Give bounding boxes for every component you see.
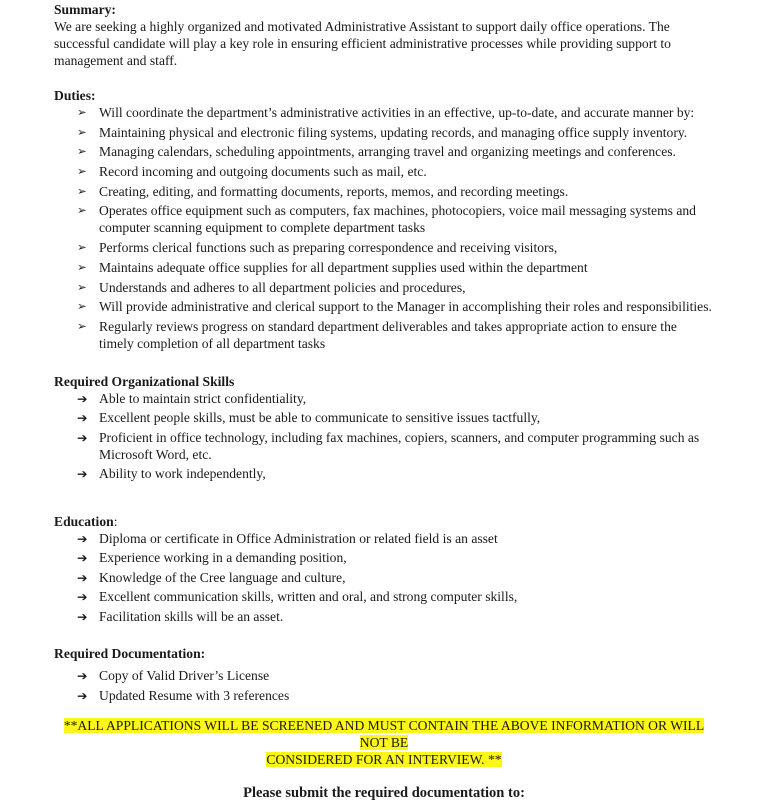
right-arrow-bullet-icon: ➔ bbox=[77, 466, 88, 482]
notice-line-2: CONSIDERED FOR AN INTERVIEW. ** bbox=[266, 751, 502, 767]
documentation-heading: Required Documentation: bbox=[54, 646, 206, 662]
list-item: ➔ Diploma or certificate in Office Administration or related field is an asset bbox=[77, 530, 498, 546]
arrowhead-bullet-icon: ➢ bbox=[77, 299, 87, 314]
notice-line-1: **ALL APPLICATIONS WILL BE SCREENED AND MUST CONTAIN THE ABOVE INFORMATION OR WILL NOT BE bbox=[63, 717, 705, 750]
list-item: ➔ Experience working in a demanding position, bbox=[77, 550, 347, 566]
arrowhead-bullet-icon: ➢ bbox=[77, 144, 87, 159]
list-item: ➢ Maintains adequate office supplies for all department supplies used within the department bbox=[77, 259, 588, 275]
list-item: ➔ Knowledge of the Cree language and culture, bbox=[77, 569, 346, 585]
arrowhead-bullet-icon: ➢ bbox=[77, 203, 87, 218]
summary-section bbox=[54, 1, 714, 69]
skills-section bbox=[54, 373, 714, 483]
list-item: ➢ Record incoming and outgoing documents such as mail, etc. bbox=[77, 164, 427, 180]
right-arrow-bullet-icon: ➔ bbox=[77, 608, 88, 624]
right-arrow-bullet-icon: ➔ bbox=[77, 569, 88, 585]
list-item: ➔ Able to maintain strict confidentiality, bbox=[77, 390, 307, 406]
list-item: ➢ Performs clerical functions such as preparing correspondence and receiving visitors, bbox=[77, 240, 558, 256]
arrowhead-bullet-icon: ➢ bbox=[77, 183, 87, 198]
right-arrow-bullet-icon: ➔ bbox=[77, 530, 88, 546]
education-list bbox=[54, 530, 714, 625]
submit-instructions: Please submit the required documentation to: bbox=[243, 784, 525, 801]
arrowhead-bullet-icon: ➢ bbox=[77, 105, 87, 119]
right-arrow-bullet-icon: ➔ bbox=[77, 687, 88, 703]
list-item: ➢ Will provide administrative and clerical support to the Manager in accomplishing their roles and responsibilities. bbox=[77, 299, 712, 315]
list-item: ➔ Proficient in office technology, including fax machines, copiers, scanners, and computer programming such as Microsoft Word, etc. bbox=[77, 429, 700, 462]
list-item: ➢ Operates office equipment such as computers, fax machines, photocopiers, voice mail messaging systems and computer scanning equipment to complete department tasks bbox=[77, 203, 696, 236]
duties-heading: Duties: bbox=[54, 88, 96, 103]
right-arrow-bullet-icon: ➔ bbox=[77, 668, 88, 684]
job-posting-document bbox=[54, 1, 714, 802]
list-item: ➢ Creating, editing, and formatting documents, reports, memos, and recording meetings. bbox=[77, 183, 569, 199]
right-arrow-bullet-icon: ➔ bbox=[77, 550, 88, 566]
list-item: ➢ Managing calendars, scheduling appointments, arranging travel and organizing meetings and conferences. bbox=[77, 144, 676, 160]
duties-list bbox=[54, 104, 714, 352]
right-arrow-bullet-icon: ➔ bbox=[77, 390, 88, 406]
list-item: ➔ Ability to work independently, bbox=[77, 466, 266, 482]
summary-heading: Summary: bbox=[54, 2, 116, 17]
documentation-section bbox=[54, 645, 714, 704]
education-heading: Education: bbox=[54, 513, 118, 529]
arrowhead-bullet-icon: ➢ bbox=[77, 318, 87, 333]
right-arrow-bullet-icon: ➔ bbox=[77, 429, 88, 445]
list-item: ➔ Excellent communication skills, written and oral, and strong computer skills, bbox=[77, 589, 518, 605]
list-item: ➢ Understands and adheres to all department policies and procedures, bbox=[77, 279, 466, 295]
arrowhead-bullet-icon: ➢ bbox=[77, 240, 87, 255]
arrowhead-bullet-icon: ➢ bbox=[77, 124, 87, 139]
duties-section bbox=[54, 87, 714, 352]
skills-list bbox=[54, 390, 714, 483]
list-item: ➢ Maintaining physical and electronic filing systems, updating records, and managing office supply inventory. bbox=[77, 124, 688, 140]
arrowhead-bullet-icon: ➢ bbox=[77, 259, 87, 274]
list-item: ➢ Will coordinate the department’s administrative activities in an effective, up-to-date, and accurate manner by: bbox=[77, 105, 695, 120]
right-arrow-bullet-icon: ➔ bbox=[77, 410, 88, 426]
screening-notice bbox=[54, 717, 714, 768]
list-item: ➔ Updated Resume with 3 references bbox=[77, 687, 290, 703]
right-arrow-bullet-icon: ➔ bbox=[77, 589, 88, 605]
list-item: ➔ Copy of Valid Driver’s License bbox=[77, 668, 270, 684]
arrowhead-bullet-icon: ➢ bbox=[77, 279, 87, 294]
list-item: ➢ Regularly reviews progress on standard department deliverables and takes appropriate action to ensure the timely completion of all department tasks bbox=[77, 318, 677, 351]
list-item: ➔ Facilitation skills will be an asset. bbox=[77, 608, 284, 624]
education-section bbox=[54, 513, 714, 625]
list-item: ➔ Excellent people skills, must be able to communicate to sensitive issues tactfully, bbox=[77, 410, 541, 426]
documentation-list bbox=[54, 667, 714, 704]
arrowhead-bullet-icon: ➢ bbox=[77, 164, 87, 179]
skills-heading: Required Organizational Skills bbox=[54, 373, 235, 389]
summary-text: We are seeking a highly organized and motivated Administrative Assistant to support daily office operations. The successful candidate will play a key role in ensuring efficient administrative processes while providing support to management and staff. bbox=[54, 19, 671, 68]
